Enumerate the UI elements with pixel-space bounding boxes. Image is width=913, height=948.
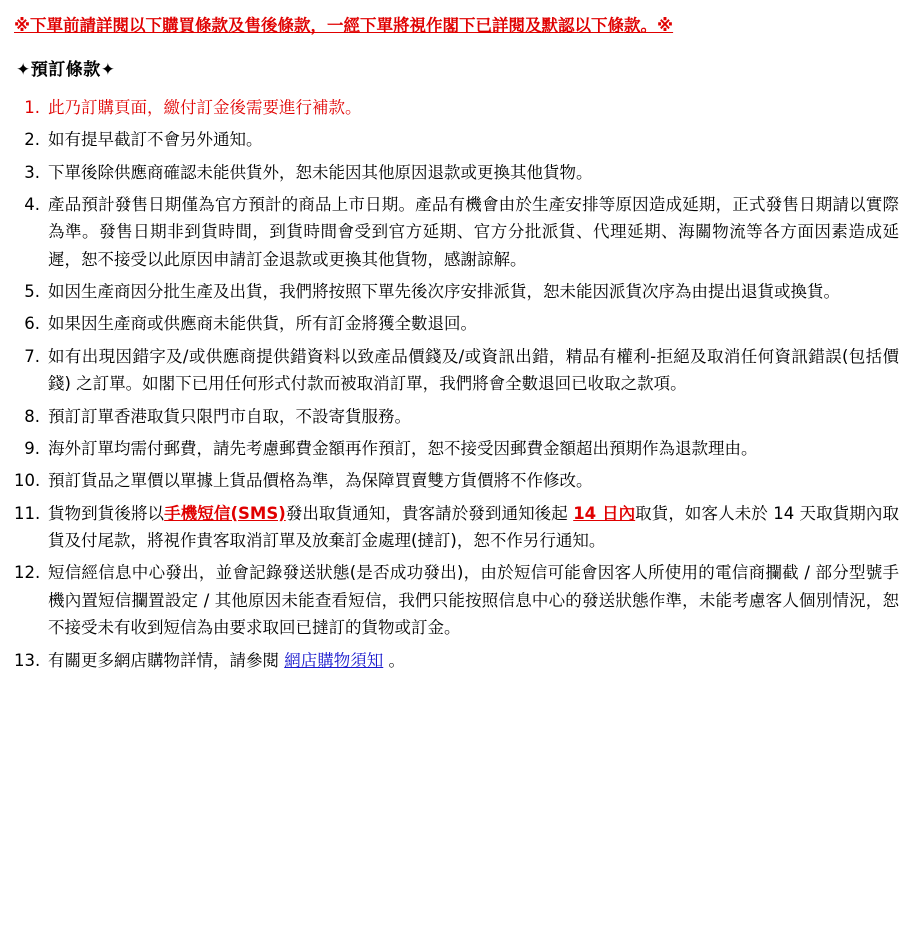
- term-text: 有關更多網店購物詳情，請參閱: [48, 650, 285, 670]
- term-item: [14, 126, 899, 153]
- term-item: [14, 647, 899, 674]
- term-item: [14, 310, 899, 337]
- term-text: 。: [383, 650, 405, 670]
- term-item: [14, 559, 899, 641]
- term-text: 貨物到貨後將以: [48, 503, 165, 523]
- term-number: 12.: [14, 563, 41, 583]
- term-text: 發出取貨通知，貴客請於發到通知後起: [285, 503, 574, 523]
- term-text: 產品預計發售日期僅為官方預計的商品上市日期。產品有機會由於生產安排等原因造成延期，正式發售日期請以實際為準。發售日期非到貨時間，到貨時間會受到官方延期、官方分批派貨、代理延期、海關物流等各方面因素造成延遲，恕不接受以此原因申請訂金退款或更換其他貨物，感謝諒解。: [48, 194, 899, 269]
- term-number: 7.: [24, 346, 40, 366]
- term-text: 下單後除供應商確認未能供貨外，恕未能因其他原因退款或更換其他貨物。: [48, 162, 593, 182]
- shop-guide-link[interactable]: 網店購物須知: [284, 650, 384, 670]
- terms-list: [14, 94, 899, 674]
- term-text: 如有提早截訂不會另外通知。: [48, 130, 263, 150]
- term-item: [14, 467, 899, 494]
- term-item: [14, 435, 899, 462]
- term-number: 2.: [24, 130, 40, 150]
- term-item: [14, 159, 899, 186]
- term-number: 5.: [24, 282, 40, 301]
- term-number: 13.: [14, 650, 41, 670]
- term-item: [14, 191, 899, 273]
- emphasis-text: 手機短信(SMS): [164, 503, 286, 523]
- term-text: 如果因生產商或供應商未能供貨，所有訂金將獲全數退回。: [48, 314, 477, 334]
- term-text: 海外訂單均需付郵費，請先考慮郵費金額再作預訂，恕不接受因郵費金額超出預期作為退款理由。: [48, 438, 758, 458]
- term-text: 預訂訂單香港取貨只限門市自取，不設寄貨服務。: [48, 406, 411, 426]
- term-text: 預訂貨品之單價以單據上貨品價格為準，為保障買賣雙方貨價將不作修改。: [48, 471, 593, 491]
- term-number: 10.: [14, 471, 41, 491]
- term-item: [14, 500, 899, 555]
- emphasis-text: 14 日內: [573, 503, 636, 523]
- term-text: 如因生產商因分批生產及出貨，我們將按照下單先後次序安排派貨，恕未能因派貨次序為由提出退貨或換貨。: [48, 282, 840, 301]
- top-notice-banner: ※下單前請詳閱以下購買條款及售後條款，一經下單將視作閣下已詳閱及默認以下條款。※: [14, 16, 674, 35]
- term-item: [14, 403, 899, 430]
- term-item: [14, 343, 899, 398]
- term-number: 4.: [24, 194, 40, 214]
- term-number: 6.: [24, 314, 40, 334]
- term-number: 1.: [24, 97, 40, 117]
- term-number: 3.: [24, 162, 40, 182]
- term-number: 11.: [14, 503, 41, 523]
- term-item: [14, 278, 899, 305]
- term-number: 8.: [24, 406, 40, 426]
- section-title-preorder-terms: ✦預訂條款✦: [16, 59, 116, 80]
- term-text: 如有出現因錯字及/或供應商提供錯資料以致產品價錢及/或資訊出錯，精品有權利-拒絕及取消任何資訊錯誤(包括價錢) 之訂單。如閣下已用任何形式付款而被取消訂單，我們將會全數退回已收取之款項。: [48, 346, 899, 394]
- term-text: 此乃訂購頁面，繳付訂金後需要進行補款。: [48, 97, 362, 117]
- term-text: 短信經信息中心發出，並會記錄發送狀態(是否成功發出)，由於短信可能會因客人所使用的電信商攔截 / 部分型號手機內置短信攔置設定 / 其他原因未能查看短信，我們只能按照信息中心的發送狀態作準，未能考慮客人個別情況，恕不接受未有收到短信為由要求取回已撻訂的貨物或訂金。: [48, 563, 899, 638]
- term-item: [14, 94, 899, 121]
- term-number: 9.: [24, 438, 40, 458]
- term-text: 取貨，如客人未於 14 天取貨期內取貨及付尾款，將視作貴客取消訂單及放棄訂金處理(撻訂)，恕不作另行通知。: [48, 503, 899, 550]
